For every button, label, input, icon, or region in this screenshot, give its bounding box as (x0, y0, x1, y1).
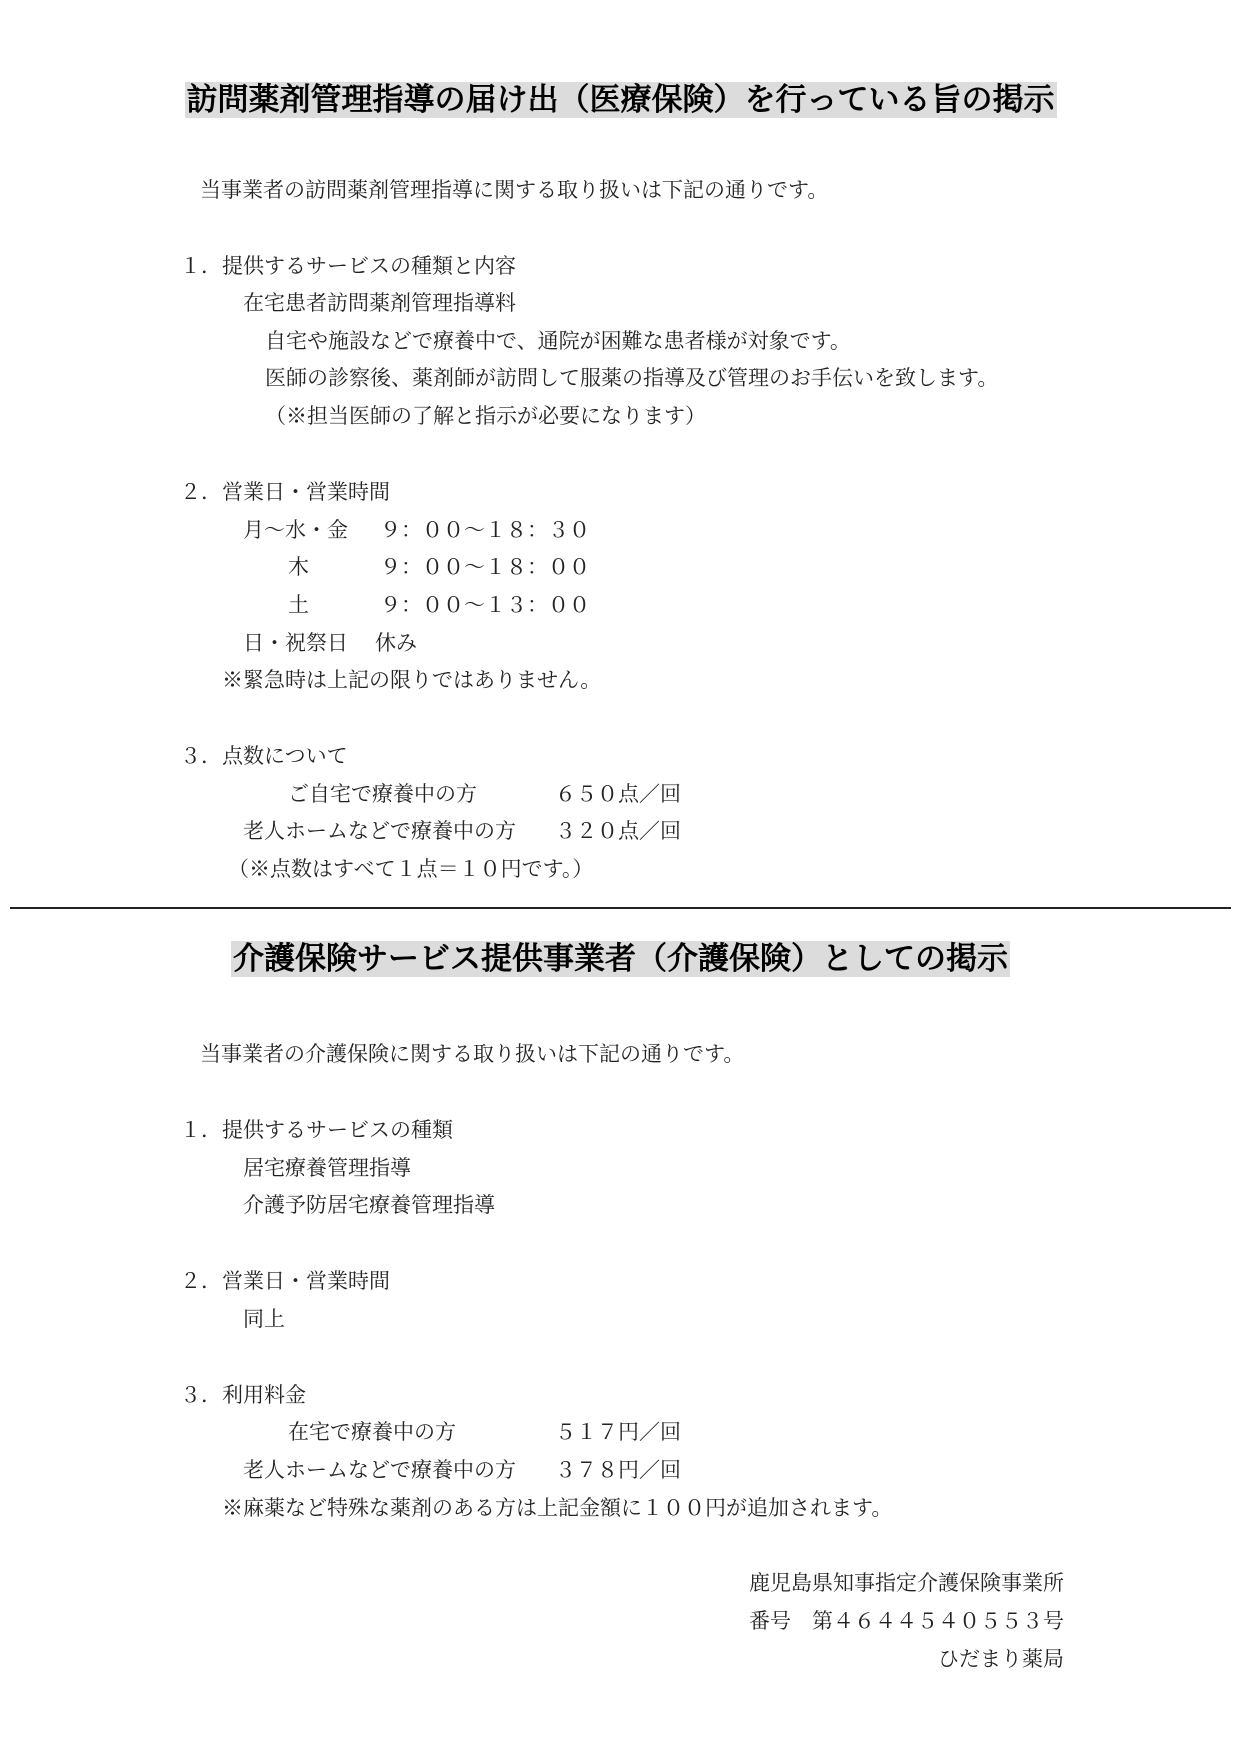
hours-row-day: 月～水・金 (243, 518, 348, 542)
section2-intro: 当事業者の介護保険に関する取り扱いは下記の通りです。 (200, 1042, 745, 1066)
s2-item2-value: 同上 (243, 1307, 285, 1331)
points-row-label: ご自宅で療養中の方 (288, 782, 477, 806)
fee-row-value: ３７８円／回 (555, 1458, 681, 1482)
hours-row-day: 土 (288, 593, 309, 617)
s1-item3-note: （※点数はすべて１点＝１０円です。） (228, 857, 594, 881)
points-row-label: 老人ホームなどで療養中の方 (243, 819, 516, 843)
s2-item2-heading: ２．営業日・営業時間 (180, 1269, 390, 1293)
holiday-label: 日・祝祭日 (243, 631, 348, 655)
fee-row-label: 在宅で療養中の方 (288, 1420, 456, 1444)
points-row-value: ３２０点／回 (555, 819, 681, 843)
s2-item3-note: ※麻薬など特殊な薬剤のある方は上記金額に１００円が追加されます。 (222, 1496, 893, 1520)
s1-item1-desc1: 自宅や施設などで療養中で、通院が困難な患者様が対象です。 (265, 329, 851, 353)
s1-item1-name: 在宅患者訪問薬剤管理指導料 (243, 291, 516, 315)
s1-item2-heading: ２．営業日・営業時間 (180, 480, 390, 504)
service-item: 介護予防居宅療養管理指導 (243, 1193, 495, 1217)
s1-item1-heading: １．提供するサービスの種類と内容 (180, 254, 516, 278)
service-item: 居宅療養管理指導 (243, 1156, 411, 1180)
s2-item3-heading: ３．利用料金 (180, 1383, 306, 1407)
hours-row-time: ９：００～１８：００ (380, 555, 590, 579)
hours-row-day: 木 (288, 555, 309, 579)
footer-number: 番号 第４６４４５４０５５３号 (749, 1609, 1064, 1633)
section-divider (10, 907, 1231, 909)
s2-item1-heading: １．提供するサービスの種類 (180, 1118, 453, 1142)
section2-title: 介護保険サービス提供事業者（介護保険）としての掲示 (233, 941, 1008, 977)
footer-designation: 鹿児島県知事指定介護保険事業所 (749, 1571, 1064, 1595)
s1-item1-desc2: 医師の診察後、薬剤師が訪問して服薬の指導及び管理のお手伝いを致します。 (265, 366, 999, 390)
points-row-value: ６５０点／回 (555, 782, 681, 806)
fee-row-label: 老人ホームなどで療養中の方 (243, 1458, 516, 1482)
holiday-value: 休み (375, 631, 417, 655)
hours-row-time: ９：００～１８：３０ (380, 518, 590, 542)
footer-pharmacy: ひだまり薬局 (938, 1647, 1064, 1671)
section1-title: 訪問薬剤管理指導の届け出（医療保険）を行っている旨の掲示 (186, 82, 1055, 118)
fee-row-value: ５１７円／回 (555, 1420, 681, 1444)
s1-item2-note: ※緊急時は上記の限りではありません。 (222, 668, 602, 692)
hours-row-time: ９：００～１３：００ (380, 593, 590, 617)
s1-item1-note: （※担当医師の了解と指示が必要になります） (265, 404, 706, 428)
s1-item3-heading: ３．点数について (180, 744, 348, 768)
section1-intro: 当事業者の訪問薬剤管理指導に関する取り扱いは下記の通りです。 (200, 178, 829, 202)
